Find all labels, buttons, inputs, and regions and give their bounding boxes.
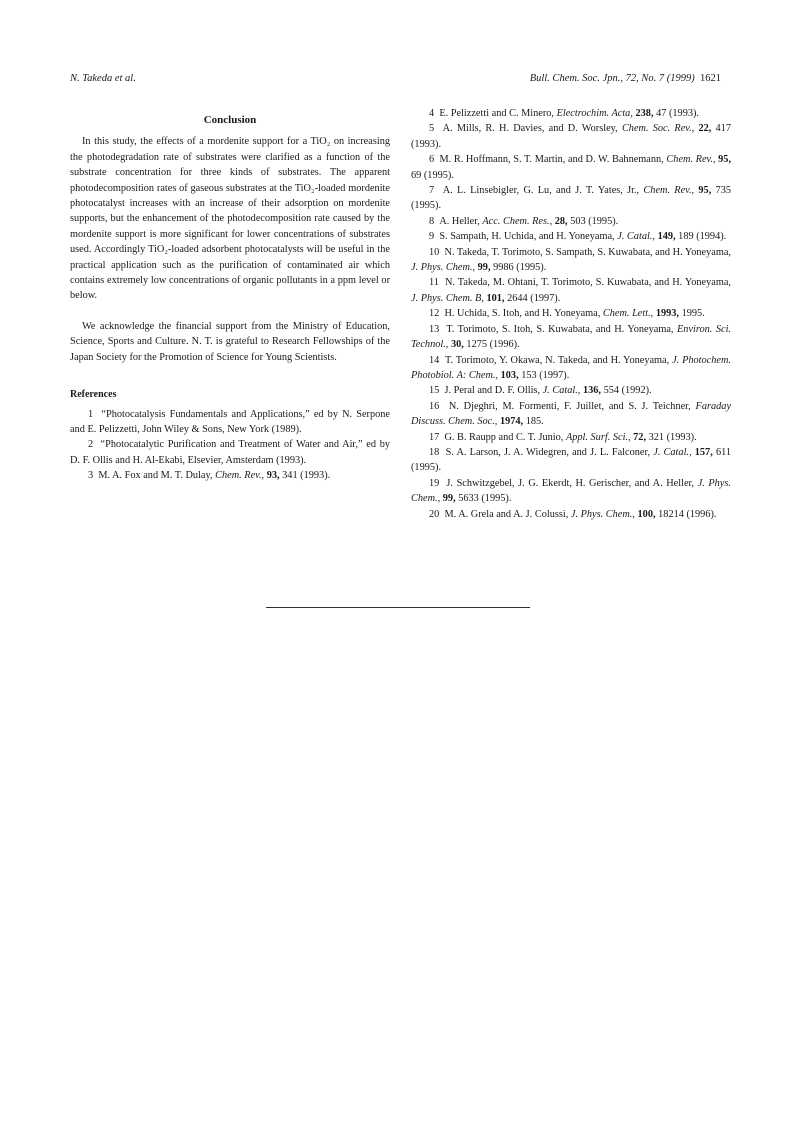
acknowledgment-paragraph: We acknowledge the financial support from the Ministry of Education, Science, Sports and Culture. N. T. is grateful to Research Fellowships of the Japan Society for the Promotion of Science for Young Scientists. [70,320,390,363]
reference-item: 18 S. A. Larson, J. A. Widegren, and J. L. Falconer, J. Catal., 157, 611 (1995). [411,446,732,474]
reference-item: 15 J. Peral and D. F. Ollis, J. Catal., 136, 554 (1992). [429,385,652,397]
journal-citation: Bull. Chem. Soc. Jpn., 72, No. 7 (1999) [529,73,695,84]
reference-item: 16 N. Djeghri, M. Formenti, F. Juillet, and S. J. Teichner, Faraday Discuss. Chem. Soc., 1974, 185. [411,400,732,428]
reference-item: 3 M. A. Fox and M. T. Dulay, Chem. Rev., 93, 341 (1993). [88,470,331,482]
reference-item: 10 N. Takeda, T. Torimoto, S. Sampath, S. Kuwabata, and H. Yoneyama, J. Phys. Chem., 99, 9986 (1995). [411,246,731,274]
reference-item: 12 H. Uchida, S. Itoh, and H. Yoneyama, Chem. Lett., 1993, 1995. [429,308,705,320]
page-number: 1621 [700,73,721,84]
reference-item: 19 J. Schwitzgebel, J. G. Ekerdt, H. Gerischer, and A. Heller, J. Phys. Chem., 99, 5633 (1995). [411,477,731,505]
reference-item: 20 M. A. Grela and A. J. Colussi, J. Phys. Chem., 100, 18214 (1996). [429,508,717,520]
reference-item: 7 A. L. Linsebigler, G. Lu, and J. T. Yates, Jr., Chem. Rev., 95, 735 (1995). [411,185,731,212]
reference-item: 9 S. Sampath, H. Uchida, and H. Yoneyama, J. Catal., 149, 189 (1994). [429,231,727,243]
left-column [70,113,390,484]
references-heading: References [70,389,117,401]
reference-item: 8 A. Heller, Acc. Chem. Res., 28, 503 (1995). [429,215,619,227]
conclusion-paragraph: In this study, the effects of a mordenite support for a TiO₂ on increasing the photodegradation rate of substrates were clarified as a function of the substrate concentration for three kinds of substrates. The apparent photodecomposition rates of gaseous substrates at the TiO₂-loaded mordenite photocatalyst increases with an increase of their adsorption on mordenite supports, but the enhancement of the photodecomposition rate caused by the mordenite support is more significant for lower concentrations of substrates used. Accordingly TiO₂-loaded adsorbent photocatalysts will be useful in the practical application such as the purification of contaminated air which contains extremely low concentrations of organic pollutants in a ppm level or below. [70,136,390,302]
reference-item: 5 A. Mills, R. H. Davies, and D. Worsley, Chem. Soc. Rev., 22, 417 (1993). [411,123,731,150]
reference-item: 17 G. B. Raupp and C. T. Junio, Appl. Surf. Sci., 72, 321 (1993). [429,431,697,443]
end-rule [266,607,530,608]
right-column [411,106,731,522]
conclusion-heading: Conclusion [203,114,257,126]
reference-item: 2 “Photocatalytic Purification and Treatment of Water and Air,” ed by D. F. Ollis and H. Al-Ekabi, Elsevier, Amsterdam (1993). [70,439,390,466]
reference-item: 6 M. R. Hoffmann, S. T. Martin, and D. W. Bahnemann, Chem. Rev., 95, 69 (1995). [411,154,732,181]
reference-item: 1 “Photocatalysis Fundamentals and Applications,” ed by N. Serpone and E. Pelizzetti, John Wiley & Sons, New York (1989). [70,408,390,435]
reference-item: 11 N. Takeda, M. Ohtani, T. Torimoto, S. Kuwabata, and H. Yoneyama, J. Phys. Chem. B, 101, 2644 (1997). [411,277,732,304]
reference-item: 14 T. Torimoto, Y. Okawa, N. Takeda, and H. Yoneyama, J. Photochem. Photobiol. A: Chem., 103, 153 (1997). [411,354,731,381]
running-head-journal [530,73,721,84]
running-head-authors: N. Takeda et al. [70,73,136,84]
reference-item: 13 T. Torimoto, S. Itoh, S. Kuwabata, and H. Yoneyama, Environ. Sci. Technol., 30, 1275 (1996). [411,323,732,351]
reference-item: 4 E. Pelizzetti and C. Minero, Electrochim. Acta, 238, 47 (1993). [429,108,700,119]
